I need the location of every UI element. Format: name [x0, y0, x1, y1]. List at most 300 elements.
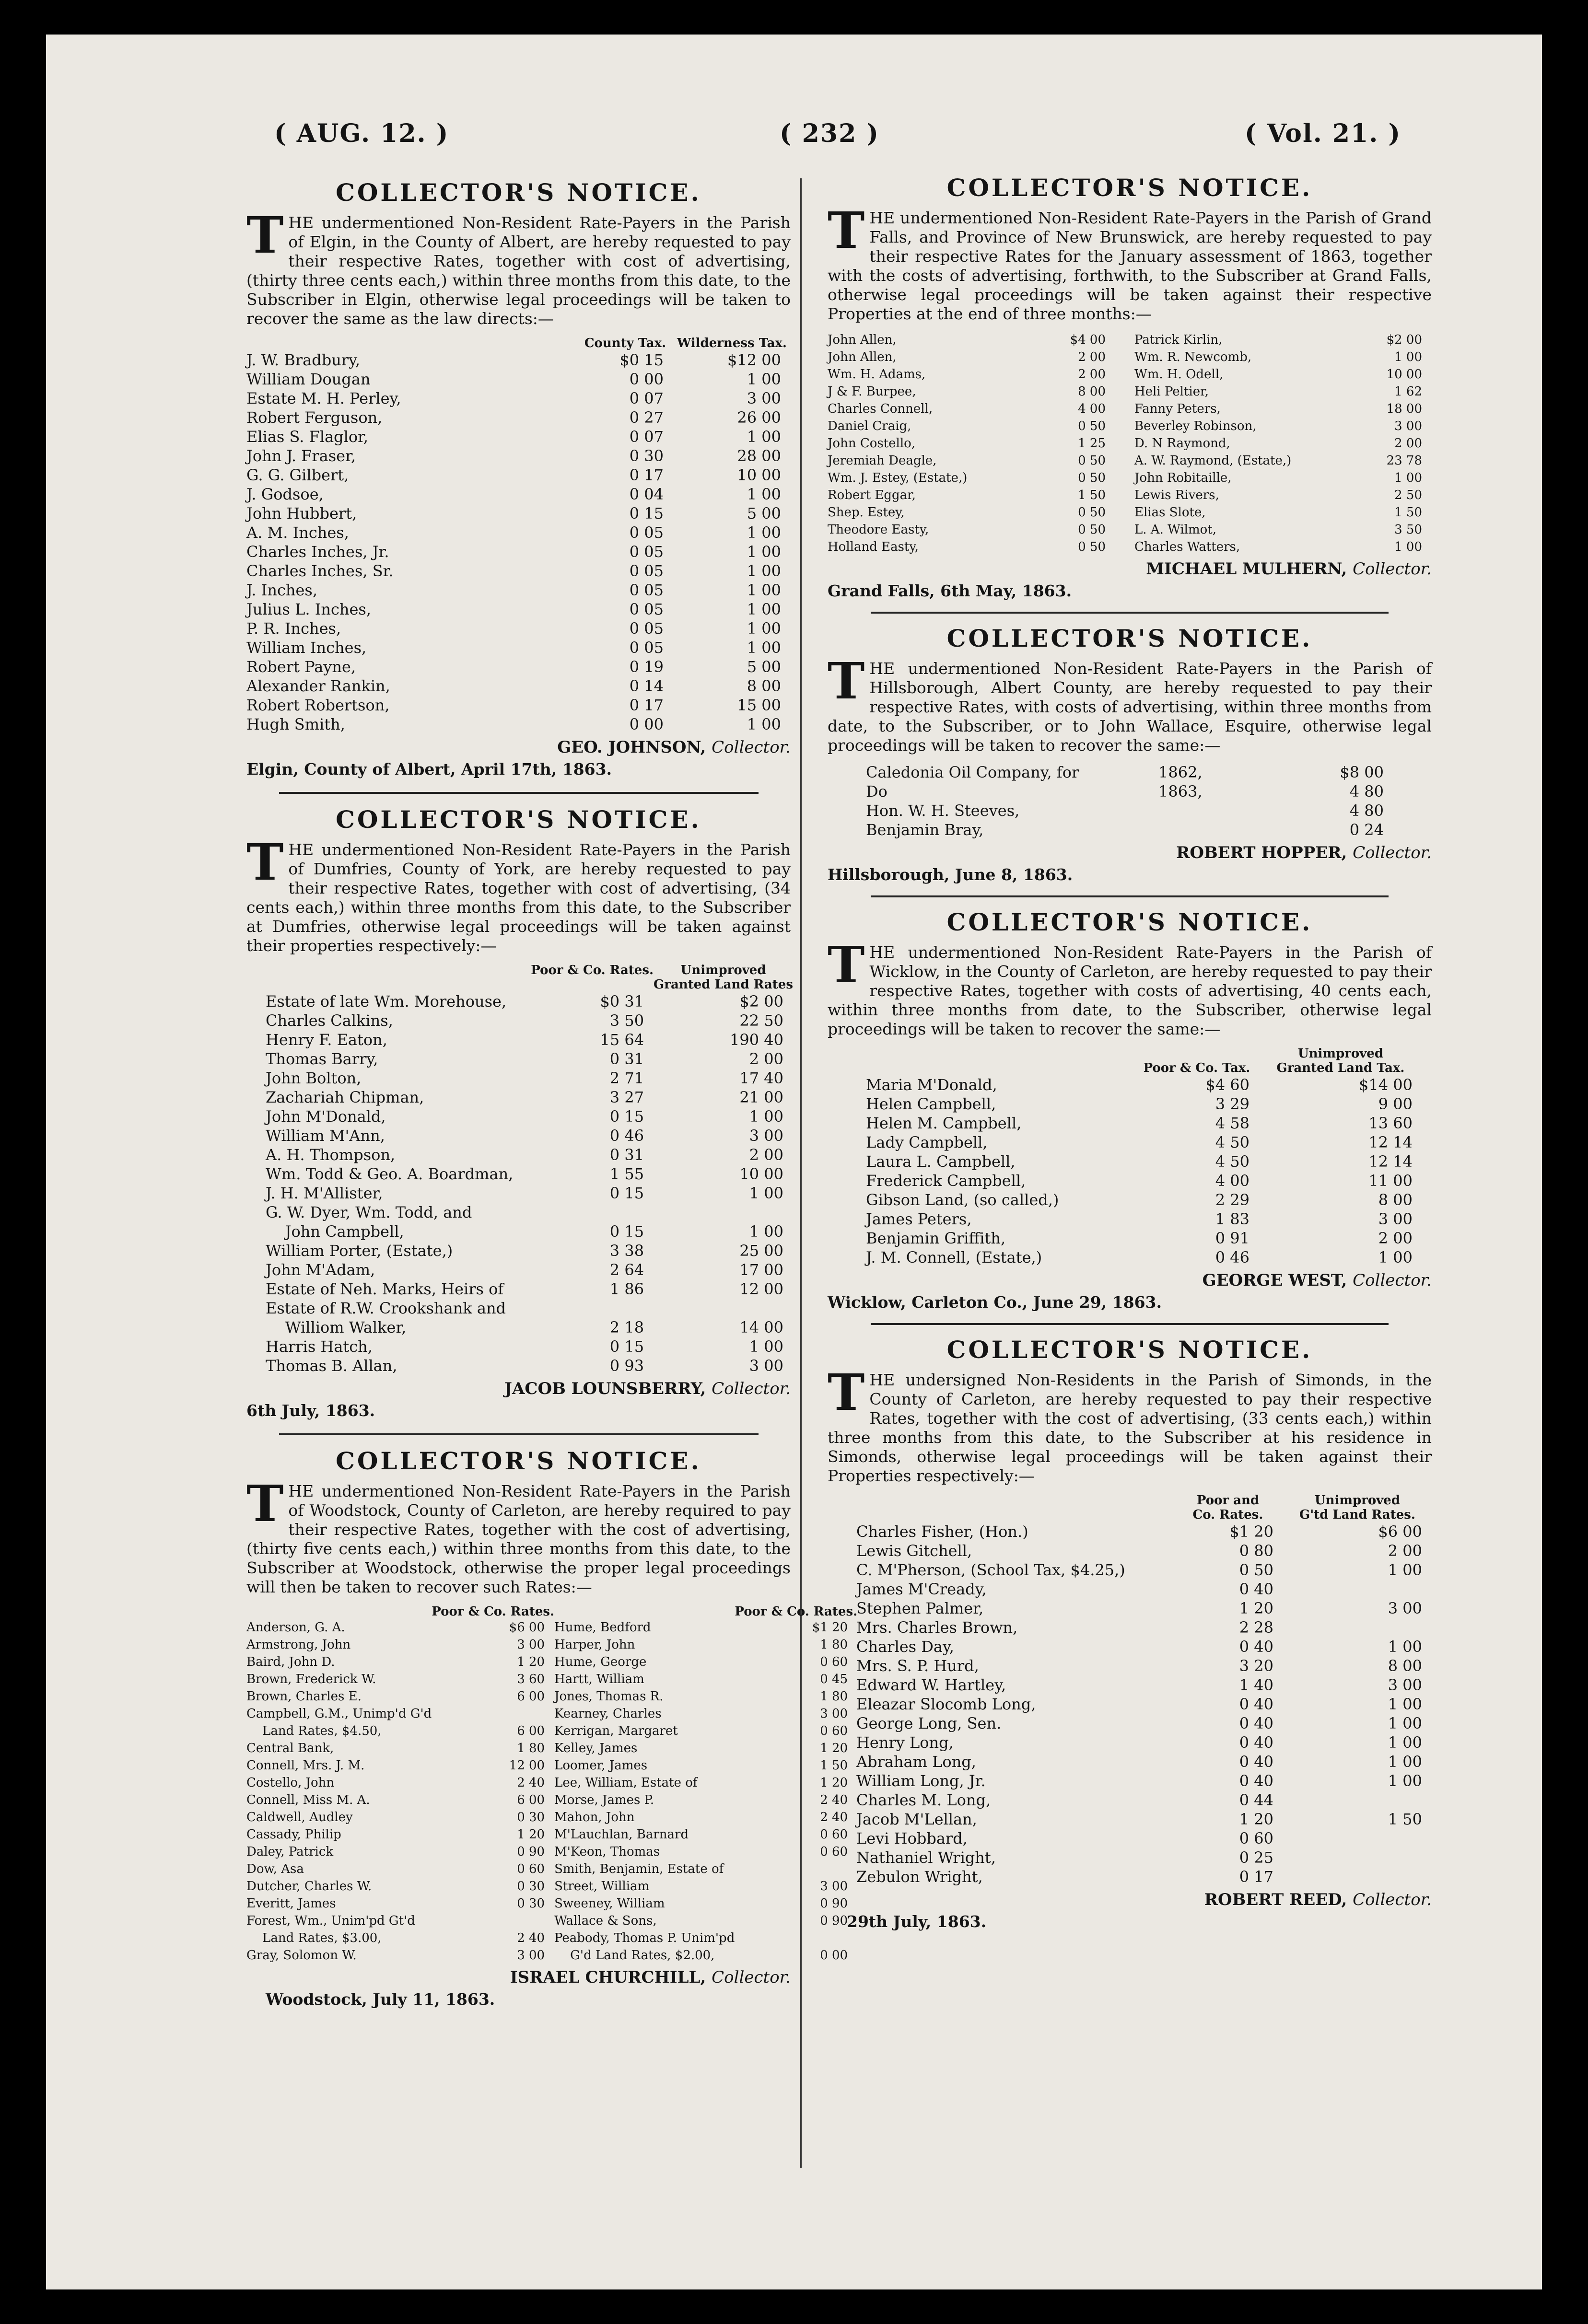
payer-name: Campbell, G.M., Unimp'd G'd: [246, 1707, 432, 1721]
rate-value: 2 40: [517, 1931, 545, 1945]
rate-value: $6 00: [509, 1620, 545, 1635]
table-row: [246, 1860, 554, 1878]
rate-value: 2 00: [749, 1050, 783, 1068]
rate-value: 3 00: [820, 1707, 848, 1721]
payer-name: Baird, John D.: [246, 1655, 335, 1669]
payer-name: Gray, Solomon W.: [246, 1948, 357, 1963]
table-row: [866, 1209, 1422, 1229]
rate-value: 26 00: [737, 408, 781, 427]
table-row: [856, 1618, 1432, 1637]
rate-value: 1 50: [1078, 488, 1106, 502]
rate-value: 1 00: [747, 562, 781, 580]
rate-value: 2 00: [1394, 436, 1422, 451]
rate-value: 0 60: [820, 1845, 848, 1859]
table-row: [554, 1671, 857, 1688]
notice-title: COLLECTOR'S NOTICE.: [946, 1336, 1313, 1364]
payer-name: Frederick Campbell,: [866, 1172, 1026, 1190]
rate-value: 0 04: [629, 485, 664, 503]
rate-value: 12 00: [509, 1758, 545, 1773]
notice-place-date: Grand Falls, 6th May, 1863.: [828, 581, 1072, 600]
table-row: [246, 619, 791, 638]
table-row: [266, 1126, 793, 1145]
payer-name: Charles Inches, Jr.: [246, 543, 389, 561]
table-row: [828, 538, 1115, 556]
payer-name: Loomer, James: [554, 1758, 648, 1773]
payer-name: Charles Day,: [856, 1638, 954, 1656]
newspaper-page: [46, 35, 1542, 2289]
table-row: [554, 1740, 857, 1757]
table-row: [246, 1671, 554, 1688]
rate-value: 6 00: [517, 1724, 545, 1738]
rate-value: 5 00: [747, 658, 781, 676]
rate-value: 0 90: [820, 1896, 848, 1911]
table-row: [856, 1675, 1432, 1695]
rate-value: 2 40: [517, 1776, 545, 1790]
table-row: [246, 561, 791, 581]
table-row: [246, 1722, 554, 1740]
table-row: [246, 485, 791, 504]
table-row: [554, 1774, 857, 1791]
rate-value: 0 14: [629, 677, 664, 695]
payer-name: C. M'Pherson, (School Tax, $4.25,): [856, 1561, 1125, 1579]
table-row: [266, 1222, 793, 1241]
rate-value: 1 00: [749, 1184, 783, 1202]
payer-name: Shep. Estey,: [828, 505, 905, 520]
rate-value: 12 00: [739, 1280, 783, 1298]
table-row: [246, 1688, 554, 1705]
payer-name: Holland Easty,: [828, 540, 919, 554]
table-row: [554, 1860, 857, 1878]
table-row: [856, 1637, 1432, 1656]
rate-value: 0 46: [609, 1127, 644, 1145]
rate-value: 1 55: [609, 1165, 644, 1183]
table-row: [246, 600, 791, 619]
payer-name: John Robitaille,: [1134, 471, 1232, 485]
payer-name: Jones, Thomas R.: [554, 1689, 664, 1704]
separator-rule: [871, 895, 1389, 897]
rate-value: 0 15: [609, 1184, 644, 1202]
payer-name: Beverley Robinson,: [1134, 419, 1257, 433]
rate-value: 23 78: [1386, 453, 1422, 468]
rate-value: 12 14: [1368, 1152, 1413, 1171]
table-row: [1134, 418, 1432, 435]
rate-value: 8 00: [1078, 384, 1106, 399]
rate-value: 3 50: [609, 1011, 644, 1030]
rate-value: 0 60: [1239, 1829, 1273, 1848]
rate-value: 0 05: [629, 562, 664, 580]
drop-cap: T: [246, 833, 284, 892]
payer-name: John M'Adam,: [266, 1261, 375, 1279]
table-row: [856, 1810, 1432, 1829]
rate-value: 6 00: [517, 1793, 545, 1807]
rate-value: 0 40: [1239, 1733, 1273, 1752]
payer-name: A. M. Inches,: [246, 523, 349, 542]
rate-value: 0 15: [609, 1337, 644, 1356]
payer-name: Dutcher, Charles W.: [246, 1879, 372, 1894]
payer-name: Charles Fisher, (Hon.): [856, 1522, 1028, 1541]
table-row: [828, 383, 1115, 400]
collector-signature: [246, 738, 791, 757]
rate-value: 1 00: [1388, 1772, 1422, 1790]
payer-name: Hartt, William: [554, 1672, 644, 1686]
rate-value: 2 00: [1078, 367, 1106, 382]
payer-name: Charles Watters,: [1134, 540, 1240, 554]
table-row: [828, 366, 1115, 383]
payer-name: Daniel Craig,: [828, 419, 911, 433]
table-row: [246, 389, 791, 408]
payer-name: John Hubbert,: [246, 504, 357, 523]
rate-value: 5 00: [747, 504, 781, 523]
payer-name: Stephen Palmer,: [856, 1599, 984, 1617]
rate-value: 21 00: [739, 1088, 783, 1106]
rate-value: 11 00: [1368, 1172, 1413, 1190]
table-row: [266, 1049, 793, 1069]
rate-value: $1 20: [812, 1620, 848, 1635]
payer-name: G. W. Dyer, Wm. Todd, and: [266, 1203, 472, 1221]
payer-name: Jeremiah Deagle,: [828, 453, 937, 468]
rate-value: 3 00: [747, 389, 781, 407]
table-row: [246, 1929, 554, 1947]
rate-value: 0 05: [629, 523, 664, 542]
table-row: [856, 1790, 1432, 1810]
rate-value: 3 00: [1388, 1599, 1422, 1617]
payer-name: James M'Cready,: [856, 1580, 987, 1598]
rate-value: 1 00: [749, 1337, 783, 1356]
table-row: [828, 400, 1115, 418]
table-row: [1134, 452, 1432, 469]
rate-value: [1283, 1848, 1432, 1867]
notice-place-date: 29th July, 1863.: [847, 1912, 987, 1931]
table-row: [246, 1947, 554, 1964]
payer-name: Wm. J. Estey, (Estate,): [828, 471, 968, 485]
rate-value: $6 00: [1378, 1522, 1422, 1541]
table-row: [266, 1011, 793, 1030]
payer-name: John Bolton,: [266, 1069, 362, 1087]
table-header: [554, 1604, 857, 1619]
rates-table: [866, 763, 1393, 839]
woodstock-lists: [246, 1604, 858, 1964]
rate-value: $8 00: [1340, 763, 1384, 781]
collector-name: MICHAEL MULHERN,: [1146, 559, 1347, 579]
payer-name: John J. Fraser,: [246, 447, 356, 465]
payer-name: Charles M. Long,: [856, 1791, 991, 1809]
payer-name: Lady Campbell,: [866, 1133, 988, 1151]
rate-value: 1 00: [1394, 471, 1422, 485]
table-row: [246, 1809, 554, 1826]
table-row: [554, 1757, 857, 1774]
payer-name: Land Rates, $3.00,: [246, 1931, 382, 1945]
rate-value: 1 00: [1388, 1753, 1422, 1771]
payer-name: Lewis Rivers,: [1134, 488, 1219, 502]
drop-cap: T: [828, 201, 865, 260]
rate-value: 1 00: [747, 600, 781, 618]
notice-title: COLLECTOR'S NOTICE.: [336, 178, 701, 207]
rate-value: 2 50: [1394, 488, 1422, 502]
table-row: [866, 1094, 1422, 1114]
rate-value: 1 00: [747, 523, 781, 542]
rate-value: 1 00: [747, 428, 781, 446]
rates-table: [266, 963, 793, 1375]
rate-value: 1862,: [1158, 763, 1203, 781]
rate-value: [432, 1912, 554, 1929]
col-header: Poor & Co. Rates.: [735, 1604, 858, 1619]
table-row: [246, 715, 791, 734]
right-column: [828, 174, 1432, 1931]
table-row: [266, 1030, 793, 1049]
rate-value: 0 17: [629, 696, 664, 714]
payer-name: Mrs. S. P. Hurd,: [856, 1657, 979, 1675]
notice-dumfries: [246, 805, 791, 1420]
rate-value: 1 00: [747, 543, 781, 561]
table-row: [856, 1771, 1432, 1790]
rate-value: [1283, 1867, 1432, 1886]
payer-name: Henry F. Eaton,: [266, 1031, 387, 1049]
table-row: [828, 349, 1115, 366]
payer-name: Cassady, Philip: [246, 1827, 341, 1842]
rate-value: 0 40: [1239, 1638, 1273, 1656]
rate-value: $14 00: [1359, 1076, 1413, 1094]
notice-text: HE undermentioned Non-Resident Rate-Payers in the Parish of Woodstock, County of Carleton, are hereby required to pay their respective Rates, together with the cost of advertising, (thirty five cents each,) within three months from this date, to the Subscriber at Woodstock, otherwise the proper legal proceedings will then be taken to recover such Rates:—: [246, 1482, 791, 1596]
payer-name: Benjamin Griffith,: [866, 1229, 1006, 1247]
rate-value: 0 46: [1215, 1248, 1249, 1267]
table-row: [266, 1184, 793, 1203]
table-row: [246, 1774, 554, 1791]
payer-name: Charles Inches, Sr.: [246, 562, 394, 580]
notice-woodstock: [246, 1447, 858, 2009]
payer-name: Mahon, John: [554, 1810, 635, 1824]
table-row: [246, 1705, 554, 1722]
payer-name: Peabody, Thomas P. Unim'pd: [554, 1931, 735, 1945]
table-row: [866, 1114, 1422, 1133]
rate-value: 0 05: [629, 581, 664, 599]
rate-value: [531, 1299, 654, 1318]
table-row: [266, 1318, 793, 1337]
payer-name: Sweeney, William: [554, 1896, 665, 1911]
collector-name: ROBERT REED,: [1204, 1890, 1347, 1909]
collector-signature: [828, 1271, 1432, 1290]
rate-value: 1 50: [1394, 505, 1422, 520]
rate-value: 8 00: [1378, 1191, 1413, 1209]
rate-value: $0 15: [619, 351, 664, 369]
table-row: [246, 465, 791, 485]
payer-name: Kerrigan, Margaret: [554, 1724, 678, 1738]
payer-name: Helen Campbell,: [866, 1095, 996, 1113]
rate-value: 2 40: [820, 1810, 848, 1824]
table-row: [246, 1878, 554, 1895]
payer-name: Connell, Mrs. J. M.: [246, 1758, 365, 1773]
notice-text: HE undermentioned Non-Resident Rate-Payers in the Parish of Wicklow, in the County of Carleton, are hereby requested to pay their respective Rates, together with costs of advertising, 40 cents each, within three months from date, to the Subscriber, otherwise legal proceedings will be taken to recover the same:—: [828, 943, 1432, 1038]
payer-name: J. W. Bradbury,: [246, 351, 361, 369]
notice-text: HE undermentioned Non-Resident Rate-Payers in the Parish of Dumfries, County of York, are hereby requested to pay their respective Rates, together with cost of advertising, (34 cents each,) within three months from this date, to the Subscriber at Dumfries, otherwise legal proceedings will be taken against their properties respectively:—: [246, 840, 791, 955]
rate-value: 1 00: [1378, 1248, 1413, 1267]
table-row: [1134, 504, 1432, 521]
rate-value: 3 50: [1394, 523, 1422, 537]
table-row: [246, 676, 791, 696]
rate-value: 1 00: [1394, 350, 1422, 364]
rate-value: 2 71: [609, 1069, 644, 1087]
table-row: [554, 1878, 857, 1895]
rate-value: 0 80: [1239, 1542, 1273, 1560]
rate-value: 0 00: [820, 1948, 848, 1963]
table-row: [554, 1843, 857, 1860]
rate-value: $4 00: [1070, 333, 1106, 347]
payer-name: Lee, William, Estate of: [554, 1776, 698, 1790]
drop-cap: T: [828, 935, 865, 994]
payer-name: William M'Ann,: [266, 1127, 385, 1145]
table-row: [856, 1599, 1432, 1618]
payer-name: Robert Eggar,: [828, 488, 916, 502]
table-row: [246, 370, 791, 389]
payer-name: Kearney, Charles: [554, 1707, 662, 1721]
col-header: Poor & Co. Rates.: [432, 1604, 555, 1619]
rate-value: 2 00: [1388, 1542, 1422, 1560]
rate-value: 1 20: [517, 1827, 545, 1842]
payer-name: Wallace & Sons,: [554, 1914, 657, 1928]
payer-name: Abraham Long,: [856, 1753, 976, 1771]
rate-value: 1 00: [1388, 1733, 1422, 1752]
col-header: County Tax.: [584, 336, 666, 350]
rate-value: 1 20: [820, 1741, 848, 1755]
collector-name: ROBERT HOPPER,: [1176, 843, 1347, 862]
notice-body: [828, 651, 1432, 755]
notice-text: HE undermentioned Non-Resident Rate-Payers in the Parish of Hillsborough, Albert County, are hereby requested to pay their respective Rates, with costs of advertising, within three months from date, to the Subscriber, or to John Wallace, Esquire, otherwise legal proceedings will be taken to recover the same:—: [828, 659, 1432, 755]
collector-signature: [246, 1968, 791, 1987]
rate-value: 10 00: [737, 466, 781, 484]
payer-name: G'd Land Rates, $2.00,: [554, 1948, 715, 1963]
header-volume: ( Vol. 21. ): [1245, 119, 1401, 148]
table-row: [246, 408, 791, 427]
rate-value: 0 50: [1078, 540, 1106, 554]
rate-value: 0 40: [1239, 1753, 1273, 1771]
table-row: [246, 657, 791, 676]
col-header: G'td Land Rates.: [1299, 1508, 1415, 1522]
rate-value: [531, 1203, 654, 1222]
rate-value: 0 07: [629, 389, 664, 407]
col-header: Poor & Co. Tax.: [1143, 1061, 1250, 1075]
notice-body: [246, 833, 791, 955]
rate-value: 3 00: [749, 1357, 783, 1375]
rate-value: 0 91: [1215, 1229, 1249, 1247]
rate-value: 0 40: [1239, 1695, 1273, 1713]
rate-value: 0 15: [609, 1222, 644, 1241]
rate-value: 6 00: [517, 1689, 545, 1704]
notice-place-date: Wicklow, Carleton Co., June 29, 1863.: [828, 1293, 1162, 1312]
table-row: [856, 1522, 1432, 1541]
table-row: [828, 435, 1115, 452]
rate-value: 1 50: [820, 1758, 848, 1773]
rate-value: 12 14: [1368, 1133, 1413, 1151]
payer-name: Maria M'Donald,: [866, 1076, 997, 1094]
rate-value: 0 90: [517, 1845, 545, 1859]
rate-value: 17 40: [739, 1069, 783, 1087]
payer-name: A. H. Thompson,: [266, 1146, 396, 1164]
table-row: [866, 1190, 1422, 1209]
payer-name: Henry Long,: [856, 1733, 954, 1752]
rate-value: 1 20: [820, 1776, 848, 1790]
table-header: [266, 963, 793, 977]
table-row: [246, 350, 791, 370]
rate-value: 4 50: [1215, 1133, 1249, 1151]
col-header: Unimproved: [1314, 1493, 1400, 1508]
rate-value: 3 38: [609, 1242, 644, 1260]
rate-value: 0 15: [609, 1107, 644, 1126]
col-header: Unimproved: [1297, 1046, 1383, 1061]
notice-wicklow: [828, 908, 1432, 1312]
rate-value: 1 20: [1239, 1599, 1273, 1617]
table-row: [266, 1279, 793, 1299]
table-row: [866, 1152, 1422, 1171]
payer-name: Thomas B. Allan,: [266, 1357, 397, 1375]
table-row: [1134, 400, 1432, 418]
rate-value: 0 50: [1078, 453, 1106, 468]
payer-name: Charles Calkins,: [266, 1011, 393, 1030]
collector-role: Collector.: [1353, 559, 1432, 579]
col-header: Granted Land Tax.: [1276, 1061, 1405, 1075]
table-row: [554, 1895, 857, 1912]
payer-name: Hume, Bedford: [554, 1620, 651, 1635]
rates-table-right: [1134, 331, 1432, 556]
table-row: [856, 1752, 1432, 1771]
grand-falls-lists: [828, 331, 1432, 556]
rate-value: 1 00: [747, 581, 781, 599]
rate-value: 1 80: [517, 1741, 545, 1755]
payer-name: Nathaniel Wright,: [856, 1848, 996, 1867]
payer-name: A. W. Raymond, (Estate,): [1134, 453, 1292, 468]
rate-value: 3 60: [517, 1672, 545, 1686]
table-row: [856, 1695, 1432, 1714]
payer-name: Land Rates, $4.50,: [246, 1724, 382, 1738]
rate-value: 14 00: [739, 1318, 783, 1336]
payer-name: Levi Hobbard,: [856, 1829, 968, 1848]
payer-name: John M'Donald,: [266, 1107, 386, 1126]
rate-value: 3 29: [1215, 1095, 1249, 1113]
separator-rule: [279, 792, 759, 794]
rate-value: 0 50: [1078, 523, 1106, 537]
payer-name: Patrick Kirlin,: [1134, 333, 1223, 347]
table-row: [266, 1145, 793, 1164]
collector-role: Collector.: [712, 1379, 791, 1398]
rate-value: 0 50: [1078, 505, 1106, 520]
table-row: [856, 1829, 1432, 1848]
table-row: [856, 1867, 1432, 1886]
table-row: [554, 1947, 857, 1964]
table-row: [856, 1733, 1432, 1752]
table-row: [266, 1260, 793, 1279]
payer-name: Estate M. H. Perley,: [246, 389, 401, 407]
payer-name: Heli Peltier,: [1134, 384, 1209, 399]
payer-name: John Costello,: [828, 436, 916, 451]
payer-name: Estate of late Wm. Morehouse,: [266, 992, 507, 1011]
payer-name: James Peters,: [866, 1210, 972, 1228]
payer-name: Hugh Smith,: [246, 715, 345, 733]
table-row: [246, 1757, 554, 1774]
table-row: [246, 446, 791, 465]
table-row: [856, 1848, 1432, 1867]
rate-value: 0 50: [1078, 471, 1106, 485]
payer-name: Forest, Wm., Unim'pd Gt'd: [246, 1914, 415, 1928]
rate-value: 18 00: [1386, 402, 1422, 416]
payer-name: Harper, John: [554, 1638, 635, 1652]
payer-name: J & F. Burpee,: [828, 384, 916, 399]
rate-value: 0 93: [609, 1357, 644, 1375]
payer-name: Everitt, James: [246, 1896, 336, 1911]
payer-name: Costello, John: [246, 1776, 335, 1790]
rate-value: 0 17: [1239, 1868, 1273, 1886]
payer-name: Benjamin Bray,: [866, 821, 984, 839]
notice-hillsborough: [828, 624, 1432, 884]
payer-name: Elias Slote,: [1134, 505, 1206, 520]
rate-value: $4 60: [1205, 1076, 1249, 1094]
